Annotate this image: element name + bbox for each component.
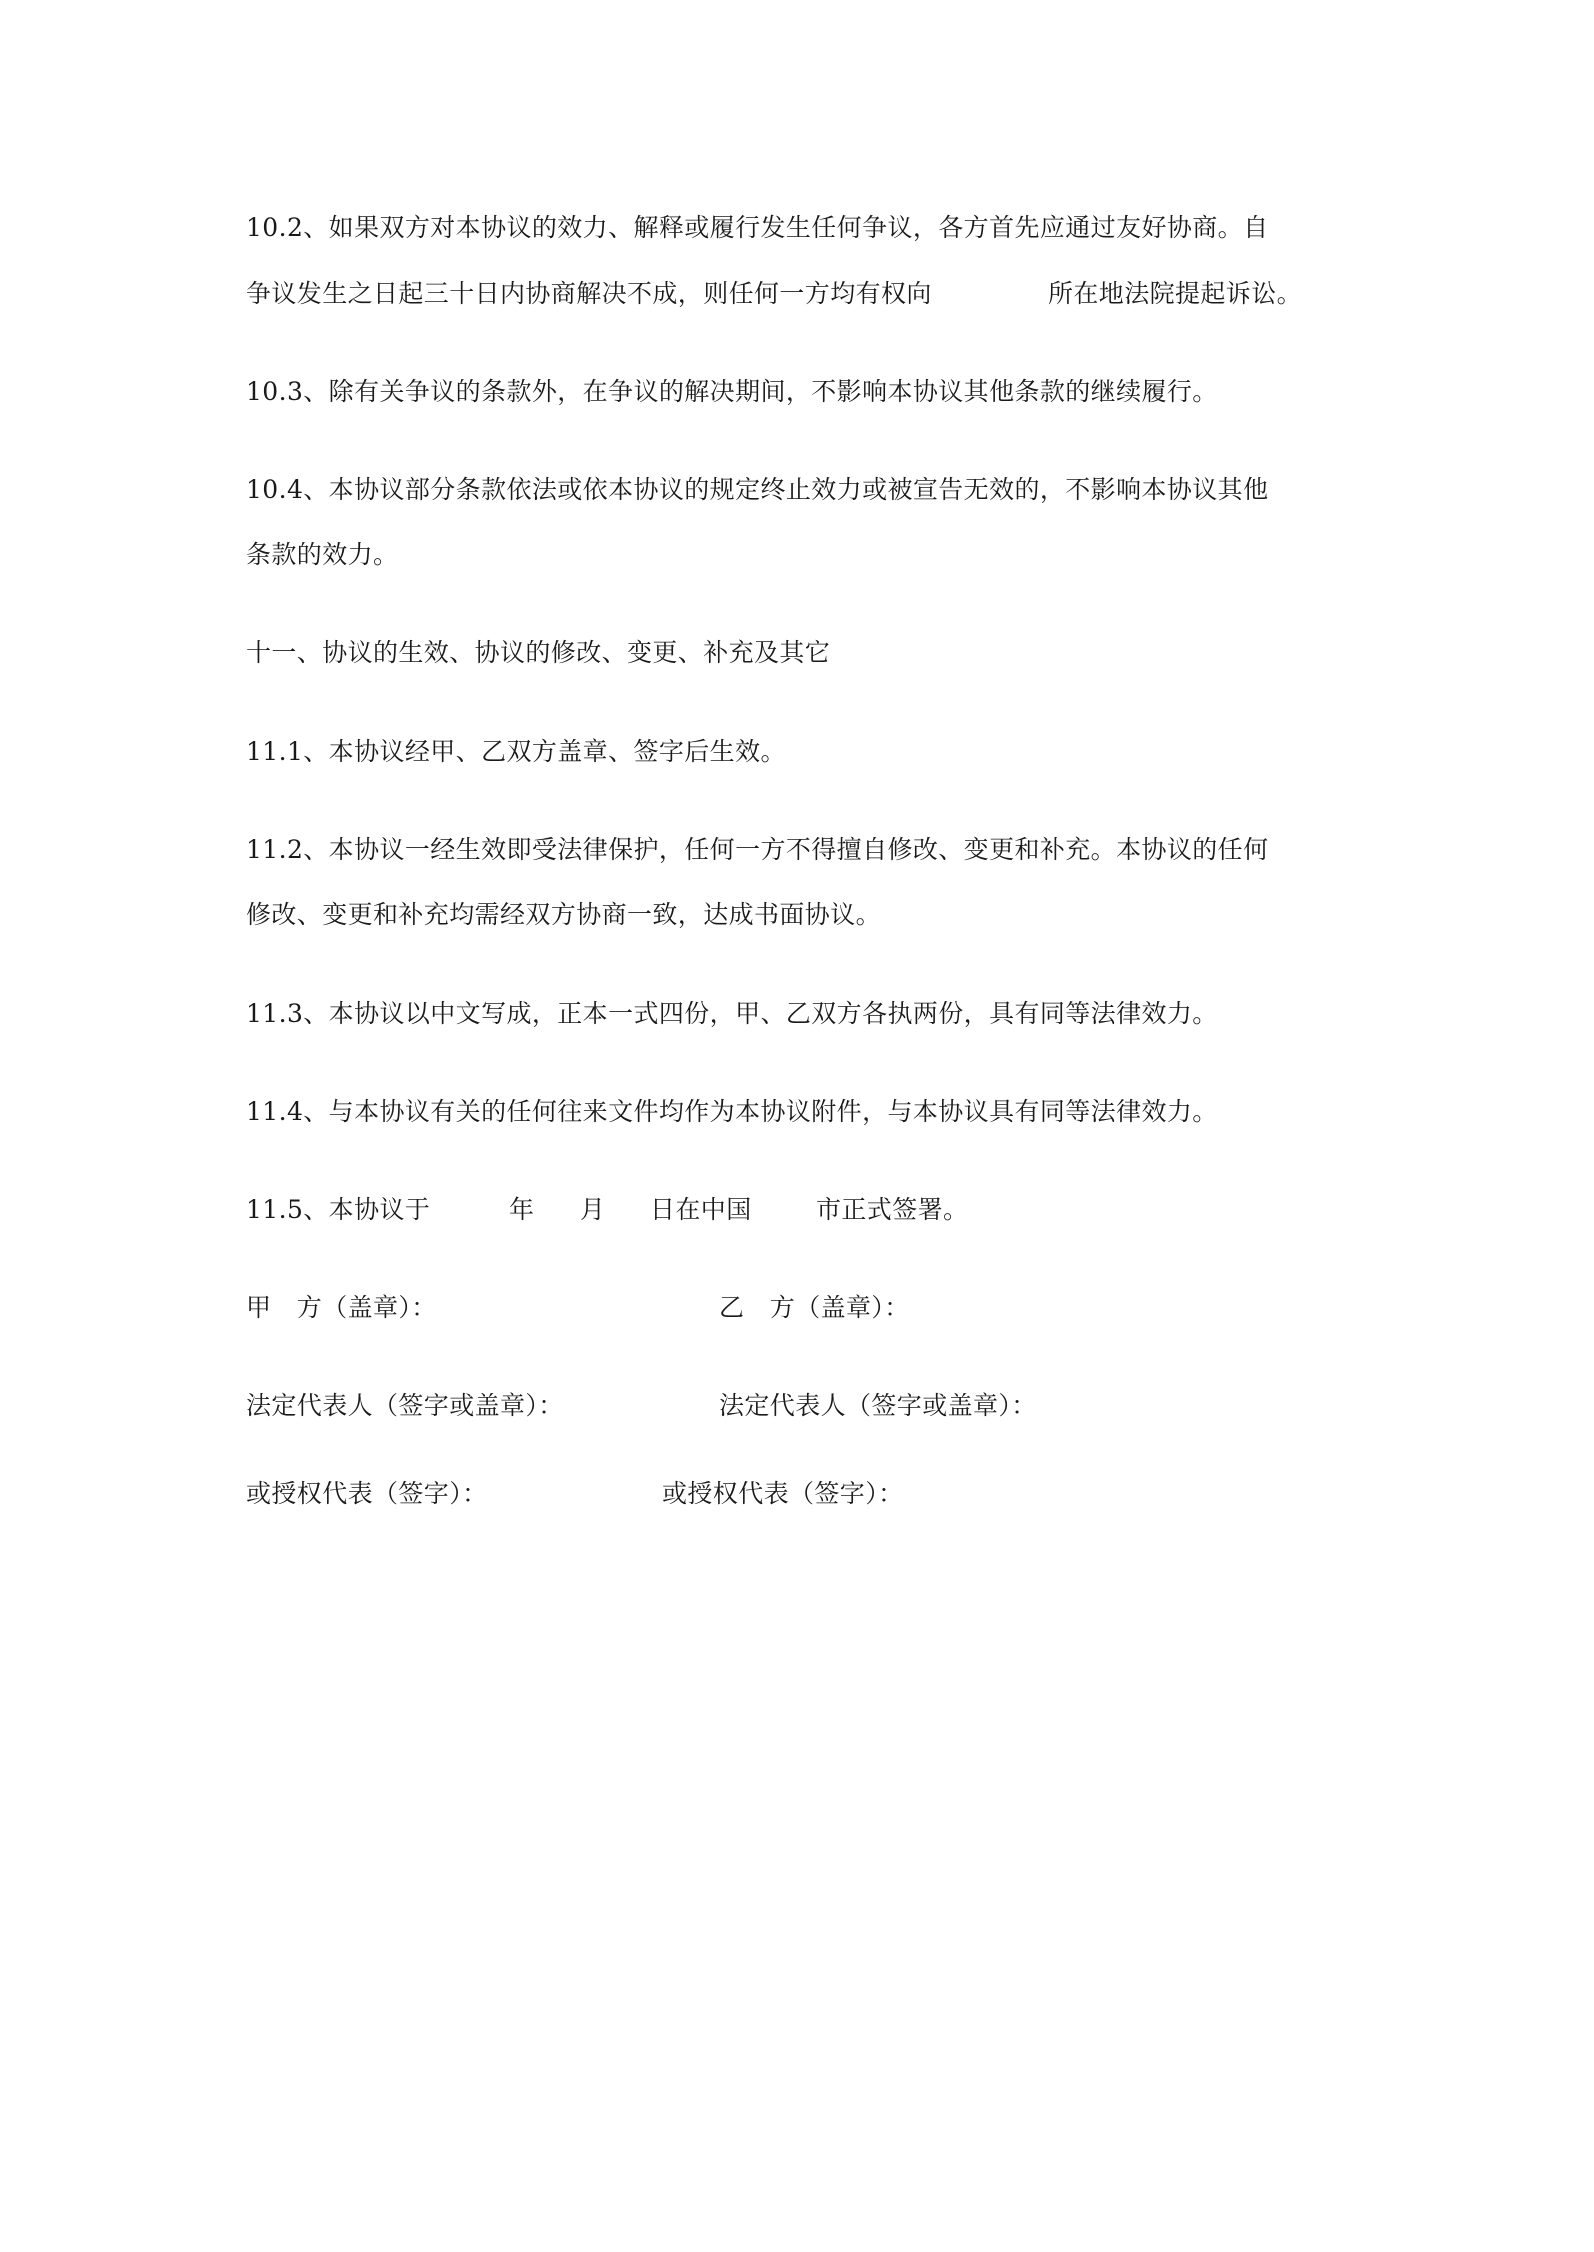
clause-11-5-month: 月 [580,1195,606,1224]
party-b-rep-label: 法定代表人（签字或盖章）： [719,1391,1037,1420]
party-a-rep-label: 法定代表人（签字或盖章）： [246,1391,564,1420]
clause-11-2-line-2: 修改、变更和补充均需经双方协商一致，达成书面协议。 [246,900,882,929]
clause-10-2-line-2 [246,278,1346,310]
clause-11-1: 11.1、本协议经甲、乙双方盖章、签字后生效。 [246,737,786,766]
clause-11-3: 11.3、本协议以中文写成，正本一式四份，甲、乙双方各执两份，具有同等法律效力。 [246,999,1218,1028]
clause-11-5-prefix: 11.5、本协议于 [246,1195,431,1224]
clause-10-3: 10.3、除有关争议的条款外，在争议的解决期间，不影响本协议其他条款的继续履行。 [246,377,1218,406]
clause-10-2-line-2-part-1: 争议发生之日起三十日内协商解决不成，则任何一方均有权向 [246,279,932,308]
clause-10-4-line-2: 条款的效力。 [246,540,399,569]
party-a-seal-label: 甲 方（盖章）： [246,1293,437,1322]
clause-10-4-line-1: 10.4、本协议部分条款依法或依本协议的规定终止效力或被宣告无效的，不影响本协议其他 [246,475,1269,504]
signature-rep-row [246,1390,1346,1422]
clause-11-5-year: 年 [509,1195,535,1224]
clause-11-5 [246,1194,1346,1226]
party-b-auth-label: 或授权代表（签字）： [662,1479,904,1508]
clause-11-5-suffix: 市正式签署。 [816,1195,969,1224]
clause-10-2-line-1: 10.2、如果双方对本协议的效力、解释或履行发生任何争议，各方首先应通过友好协商。自 [246,213,1269,242]
clause-11-5-day-place: 日在中国 [650,1195,752,1224]
clause-11-2-line-1: 11.2、本协议一经生效即受法律保护，任何一方不得擅自修改、变更和补充。本协议的任何 [246,835,1269,864]
clause-11-4: 11.4、与本协议有关的任何往来文件均作为本协议附件，与本协议具有同等法律效力。 [246,1097,1218,1126]
signature-seal-row [246,1292,1346,1324]
party-a-auth-label: 或授权代表（签字）： [246,1479,488,1508]
signature-auth-row [246,1478,1346,1510]
clause-10-2-line-2-part-2: 所在地法院提起诉讼。 [1048,279,1303,308]
section-11-title: 十一、协议的生效、协议的修改、变更、补充及其它 [246,638,831,667]
party-b-seal-label: 乙 方（盖章）： [719,1293,910,1322]
